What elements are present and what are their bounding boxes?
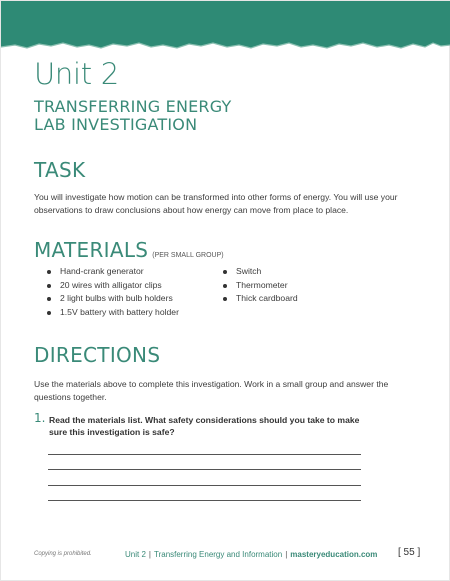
footer-info	[125, 550, 377, 559]
answer-line[interactable]	[48, 500, 361, 501]
footer-separator: |	[148, 550, 151, 559]
subtitle-line-1: TRANSFERRING ENERGY	[34, 97, 232, 116]
task-heading: TASK	[34, 158, 86, 182]
copyright-notice: Copying is prohibited.	[34, 551, 92, 557]
directions-heading: DIRECTIONS	[34, 343, 161, 367]
lab-subtitle	[34, 98, 232, 134]
directions-text: Use the materials above to complete this investigation. Work in a small group and answer the questions together.	[34, 379, 389, 402]
question-text: Read the materials list. What safety considerations should you take to make sure this investigation is safe?	[49, 415, 360, 437]
footer-site-link[interactable]: masteryeducation.com	[290, 550, 378, 559]
materials-note: (PER SMALL GROUP)	[152, 252, 224, 259]
list-item: 1.5V battery with battery holder	[34, 307, 210, 321]
list-item: Thermometer	[210, 280, 360, 294]
unit-title: Unit 2	[34, 57, 119, 91]
list-item: Hand-crank generator	[34, 266, 210, 280]
answer-line[interactable]	[48, 485, 361, 486]
answer-line[interactable]	[48, 454, 361, 455]
subtitle-line-2: LAB INVESTIGATION	[34, 115, 198, 134]
header-band	[1, 1, 450, 53]
question-number: 1.	[34, 411, 46, 425]
list-item: Switch	[210, 266, 360, 280]
materials-list	[34, 266, 394, 320]
materials-heading	[34, 238, 224, 262]
materials-heading-label: MATERIALS	[34, 238, 149, 262]
footer-title: Transferring Energy and Information	[153, 550, 283, 559]
list-item: 20 wires with alligator clips	[34, 280, 210, 294]
footer-unit: Unit 2	[125, 550, 146, 559]
list-item: 2 light bulbs with bulb holders	[34, 293, 210, 307]
question-1	[34, 411, 364, 438]
task-text: You will investigate how motion can be transformed into other forms of energy. You will use your observations to draw conclusions about how energy can move from place to place.	[34, 192, 398, 215]
answer-line[interactable]	[48, 469, 361, 470]
list-item: Thick cardboard	[210, 293, 360, 307]
footer-separator: |	[285, 550, 288, 559]
page-number: [ 55 ]	[398, 547, 421, 558]
